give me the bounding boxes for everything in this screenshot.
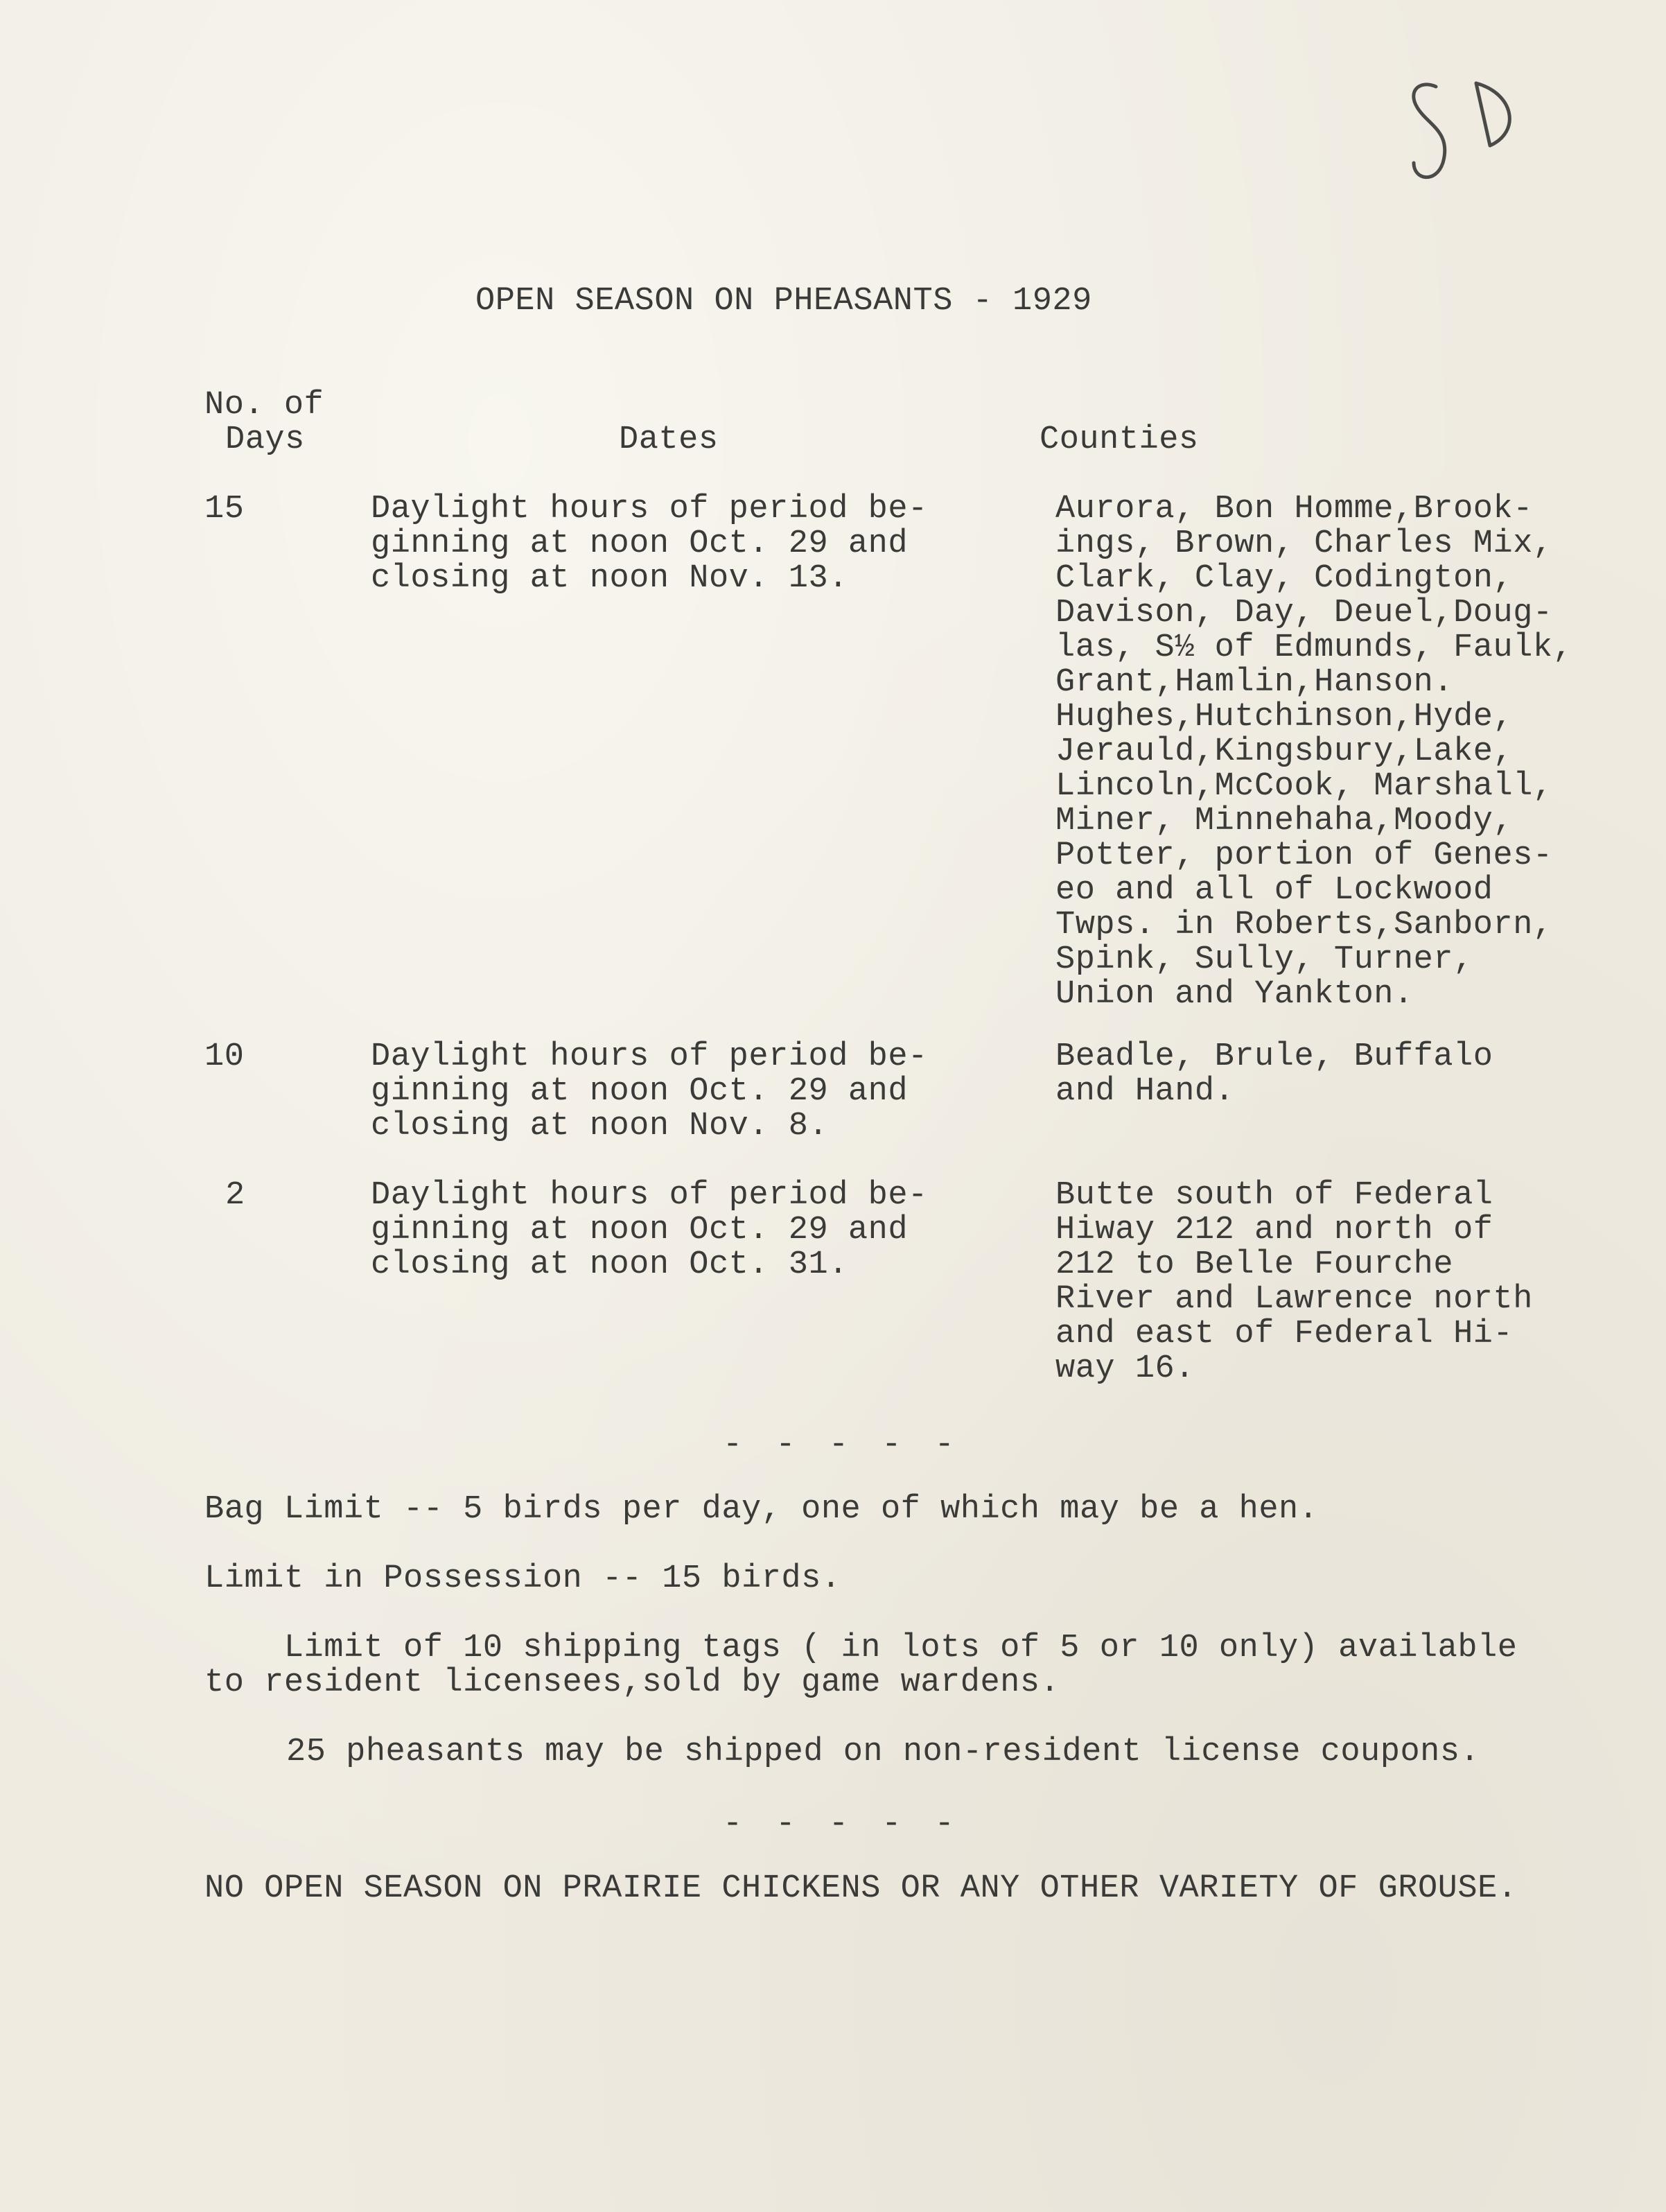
non-resident-shipping-text: 25 pheasants may be shipped on non-resident license coupons. [286, 1734, 1480, 1770]
document-title: OPEN SEASON ON PHEASANTS - 1929 [475, 283, 1092, 320]
row-1-counties: Aurora, Bon Homme,Brook- ings, Brown, Charles Mix, Clark, Clay, Codington, Davison, Day, Deuel,Doug- las, S½ of Edmunds, Faulk, Grant,Hamlin,Hanson. Hughes,Hutchinson,Hyde, Jerauld,Kingsbury,Lake, Lincoln,McCook, Marshall, Miner, Minnehaha,Moody, Potter, portion of Genes- eo and all of Lockwood Twps. in Roberts,Sanborn, Spink, Sully, Turner, Union and Yankton. [1055, 491, 1573, 1013]
possession-limit-text: Limit in Possession -- 15 birds. [204, 1560, 841, 1597]
row-2-days: 10 [204, 1038, 245, 1075]
row-3-dates: Daylight hours of period be- ginning at noon Oct. 29 and closing at noon Oct. 31. [371, 1177, 928, 1283]
no-open-season-notice: NO OPEN SEASON ON PRAIRIE CHICKENS OR ANY OTHER VARIETY OF GROUSE. [204, 1870, 1518, 1907]
separator-2: - - - - - [723, 1806, 961, 1843]
header-days-line2: Days [225, 421, 305, 458]
shipping-tags-text: Limit of 10 shipping tags ( in lots of 5 or 10 only) available to resident licensees,sold by game wardens. [204, 1630, 1518, 1701]
handwritten-mark [1393, 66, 1545, 204]
header-counties: Counties [1040, 421, 1199, 458]
row-2-dates: Daylight hours of period be- ginning at noon Oct. 29 and closing at noon Nov. 8. [371, 1038, 928, 1144]
row-1-dates: Daylight hours of period be- ginning at noon Oct. 29 and closing at noon Nov. 13. [371, 491, 928, 597]
header-days-line1: No. of [204, 387, 324, 424]
row-2-counties: Beadle, Brule, Buffalo and Hand. [1055, 1038, 1493, 1110]
header-dates: Dates [619, 421, 719, 458]
row-1-days: 15 [204, 491, 245, 528]
bag-limit-text: Bag Limit -- 5 birds per day, one of which may be a hen. [204, 1491, 1319, 1528]
row-3-days: 2 [225, 1177, 245, 1214]
row-3-counties: Butte south of Federal Hiway 212 and north of 212 to Belle Fourche River and Lawrence north and east of Federal Hi- way 16. [1055, 1177, 1533, 1387]
separator-1: - - - - - [723, 1427, 961, 1463]
